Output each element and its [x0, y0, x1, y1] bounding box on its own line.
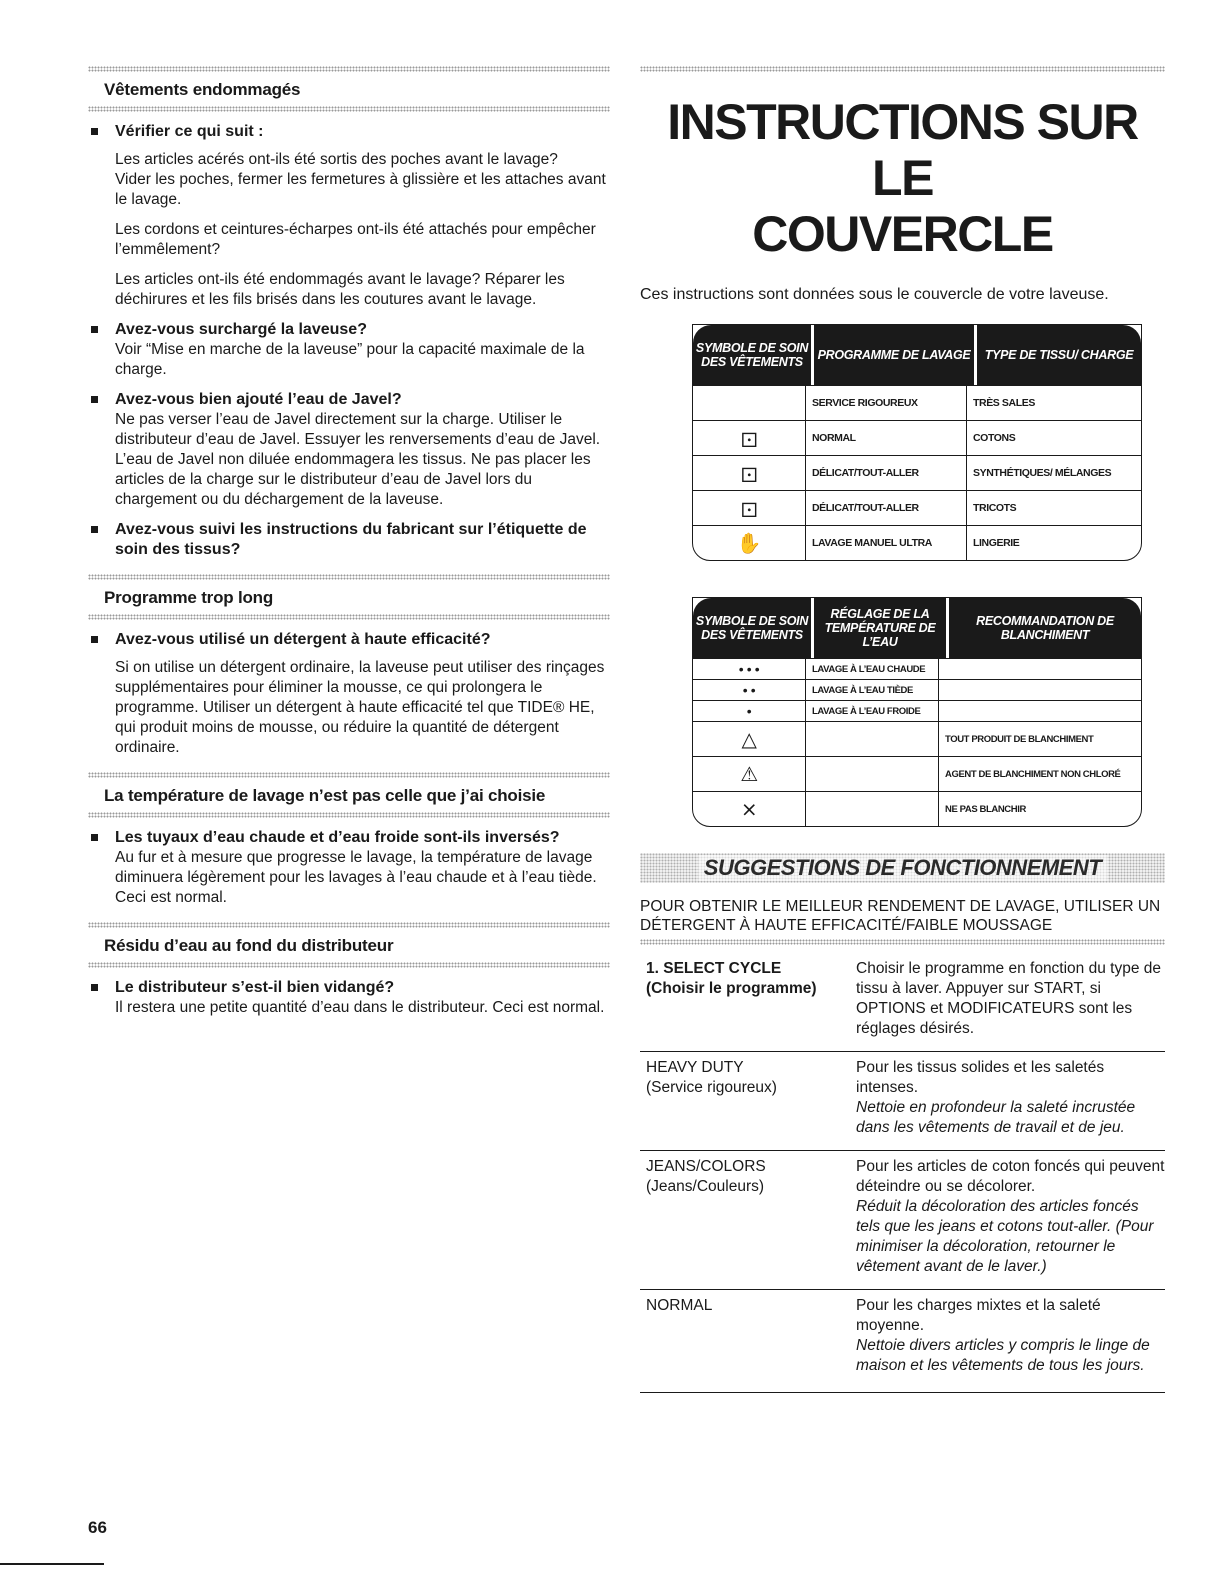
- cycle-name-fr: (Service rigoureux): [646, 1079, 777, 1096]
- bleach-cell: TOUT PRODUIT DE BLANCHIMENT: [945, 733, 1094, 745]
- temperature-bleach-table: [692, 597, 1142, 827]
- hand-wash-icon: ✋: [693, 526, 806, 560]
- bullet-item: [88, 122, 610, 310]
- bullet-item: [88, 390, 610, 510]
- cycle-row: [640, 1150, 1165, 1289]
- bleach-cell: [939, 680, 1141, 700]
- bleach-cell: NE PAS BLANCHIR: [945, 803, 1026, 815]
- section-residu-eau: [88, 922, 610, 968]
- program-cell: DÉLICAT/TOUT-ALLER: [806, 491, 967, 525]
- section-title: La température de lavage n’est pas celle que j’ai choisie: [104, 786, 546, 805]
- bullet-question: Le distributeur s’est-il bien vidangé?: [115, 979, 395, 996]
- dotted-rule: [88, 106, 610, 112]
- cycle-name-en: 1. SELECT CYCLE: [646, 960, 782, 977]
- bullet-item: [88, 828, 610, 908]
- dotted-rule: [88, 614, 610, 620]
- bleach-cell: [939, 701, 1141, 721]
- table-row: [693, 455, 1141, 490]
- cycle-name-en: HEAVY DUTY: [646, 1059, 744, 1076]
- detergent-note: POUR OBTENIR LE MEILLEUR RENDEMENT DE LAVAGE, UTILISER UN DÉTERGENT À HAUTE EFFICACITÉ/FAIBLE MOUSSAGE: [640, 898, 1161, 934]
- bullet-item: [88, 520, 610, 560]
- cycle-name-en: JEANS/COLORS: [646, 1158, 766, 1175]
- cycle-row: [640, 1289, 1165, 1393]
- table-row: [693, 756, 1141, 791]
- bleach-cell: AGENT DE BLANCHIMENT NON CHLORÉ: [945, 768, 1121, 780]
- cycle-desc-text: Pour les articles de coton foncés qui peuvent déteindre ou se décolorer.: [856, 1158, 1165, 1195]
- program-cell: LAVAGE MANUEL ULTRA: [806, 526, 967, 560]
- bullet-item: [88, 978, 610, 1018]
- page-number: 66: [88, 1518, 107, 1537]
- cycle-desc-text: Choisir le programme en fonction du type de tissu à laver. Appuyer sur START, si OPTIONS et MODIFICATEURS sont les réglages désirés.: [856, 960, 1161, 1037]
- bullet-square-icon: [91, 396, 98, 403]
- cycle-row: [640, 1051, 1165, 1150]
- washtub-icon: 🝕: [693, 421, 806, 455]
- bullet-text: Si on utilise un détergent ordinaire, la laveuse peut utiliser des rinçages supplémentaires pour éliminer la mousse, ce qui prolongera le programme. Utiliser un détergent à haute efficacité tel que TIDE® HE, qui produit moins de mousse, ou réduire la quantité de détergent ordinaire.: [115, 659, 605, 756]
- cycle-description: [856, 1157, 1165, 1277]
- header-symbol: SYMBOLE DE SOIN DES VÊTEMENTS: [693, 598, 814, 658]
- table-row: [693, 385, 1141, 420]
- cycle-desc-italic: Nettoie en profondeur la saleté incrustée dans les vêtements de travail et de jeu.: [856, 1099, 1136, 1136]
- bullet-text: Vider les poches, fermer les fermetures à glissière et les attaches avant le lavage.: [115, 171, 606, 208]
- dot-icon: •: [693, 701, 806, 721]
- table-row: [693, 791, 1141, 826]
- suggestions-banner: [640, 853, 1165, 883]
- bullet-square-icon: [91, 526, 98, 533]
- striped-triangle-icon: ⚠: [693, 757, 806, 791]
- header-program: PROGRAMME DE LAVAGE: [814, 325, 977, 385]
- cycle-description: [856, 1058, 1165, 1138]
- triangle-icon: △: [693, 722, 806, 756]
- cycle-name: [640, 959, 856, 1039]
- intro-text: Ces instructions sont données sous le couvercle de votre laveuse.: [640, 286, 1109, 303]
- bullet-square-icon: [91, 326, 98, 333]
- header-fabric: TYPE DE TISSU/ CHARGE: [984, 348, 1134, 362]
- cycle-name-fr: (Choisir le programme): [646, 980, 817, 997]
- cycle-row: [640, 953, 1165, 1051]
- suggestions-title: SUGGESTIONS DE FONCTIONNEMENT: [698, 855, 1107, 881]
- cycle-name-fr: (Jeans/Couleurs): [646, 1178, 765, 1195]
- table-row: [693, 420, 1141, 455]
- program-cell: SERVICE RIGOUREUX: [806, 386, 967, 420]
- section-title: Programme trop long: [104, 588, 274, 607]
- cycle-desc-text: Pour les charges mixtes et la saleté moyenne.: [856, 1297, 1101, 1334]
- bleach-cell: [939, 659, 1141, 679]
- temperature-cell: [806, 792, 939, 826]
- section-title: Vêtements endommagés: [104, 80, 301, 99]
- cycle-description: [856, 959, 1165, 1039]
- temperature-cell: [806, 722, 939, 756]
- bullet-item: [88, 630, 610, 758]
- table-row: [693, 658, 1141, 679]
- bullet-text: Voir “Mise en marche de la laveuse” pour la capacité maximale de la charge.: [115, 341, 585, 378]
- bullet-question: Avez-vous bien ajouté l’eau de Javel?: [115, 391, 402, 408]
- bullet-item: [88, 320, 610, 380]
- bullet-question: Les tuyaux d’eau chaude et d’eau froide sont-ils inversés?: [115, 829, 560, 846]
- temperature-cell: LAVAGE À L’EAU CHAUDE: [806, 659, 939, 679]
- care-symbol-icon: [693, 386, 806, 420]
- cycle-name-en: NORMAL: [646, 1297, 713, 1314]
- washtub-icon: 🝕: [693, 491, 806, 525]
- right-column: [640, 66, 1165, 1393]
- section-temperature: [88, 772, 610, 818]
- page-title: [640, 94, 1165, 262]
- crossed-triangle-icon: ⨯: [693, 792, 806, 826]
- table-row: [693, 700, 1141, 721]
- left-column: [88, 66, 610, 1018]
- cycle-desc-italic: Réduit la décoloration des articles foncés tels que les jeans et cotons tout-aller. (Pour minimiser la décoloration, retourner le vêtement avant de le laver.): [856, 1198, 1154, 1275]
- fabric-cell: LINGERIE: [973, 537, 1020, 549]
- fabric-cell: SYNTHÉTIQUES/ MÉLANGES: [973, 467, 1112, 479]
- header-symbol: SYMBOLE DE SOIN DES VÊTEMENTS: [693, 325, 814, 385]
- page-title-line-2: COUVERCLE: [752, 206, 1053, 262]
- header-bleach: RECOMMANDATION DE BLANCHIMENT: [976, 614, 1114, 642]
- bullet-text: Les articles acérés ont-ils été sortis des poches avant le lavage?: [115, 151, 558, 168]
- cycle-description: [856, 1296, 1165, 1376]
- bullet-text: Au fur et à mesure que progresse le lavage, la température de lavage diminuera légèrement pour les lavages à l’eau chaude et à l’eau tiède. Ceci est normal.: [115, 849, 597, 906]
- temperature-cell: LAVAGE À L’EAU FROIDE: [806, 701, 939, 721]
- section-programme-trop-long: [88, 574, 610, 620]
- page-title-line-1: INSTRUCTIONS SUR LE: [667, 94, 1138, 206]
- temperature-cell: [806, 757, 939, 791]
- program-cell: NORMAL: [806, 421, 967, 455]
- dots-icon: • • •: [693, 659, 806, 679]
- program-cell: DÉLICAT/TOUT-ALLER: [806, 456, 967, 490]
- dotted-rule: [88, 962, 610, 968]
- bullet-question: Vérifier ce qui suit :: [115, 123, 264, 140]
- cycle-name: [640, 1296, 856, 1376]
- dots-icon: • •: [693, 680, 806, 700]
- washtub-icon: 🝕: [693, 456, 806, 490]
- header-temperature: RÉGLAGE DE LA TEMPÉRATURE DE L’EAU: [814, 598, 949, 658]
- cycle-desc-text: Pour les tissus solides et les saletés intenses.: [856, 1059, 1105, 1096]
- bullet-square-icon: [91, 984, 98, 991]
- bullet-question: Avez-vous suivi les instructions du fabricant sur l’étiquette de soin des tissus?: [115, 521, 587, 558]
- section-vetements-endommages: [88, 66, 610, 112]
- bullet-text: Les cordons et ceintures-écharpes ont-ils été attachés pour empêcher l’emmêlement?: [115, 221, 596, 258]
- table-row: [693, 679, 1141, 700]
- table-header: [693, 598, 1141, 658]
- fabric-cell: TRICOTS: [973, 502, 1017, 514]
- fabric-cell: COTONS: [973, 432, 1016, 444]
- bullet-square-icon: [91, 834, 98, 841]
- bullet-text: Il restera une petite quantité d’eau dans le distributeur. Ceci est normal.: [115, 999, 605, 1016]
- bullet-question: Avez-vous surchargé la laveuse?: [115, 321, 367, 338]
- cycle-name: [640, 1058, 856, 1138]
- dotted-rule: [640, 66, 1165, 72]
- table-row: [693, 525, 1141, 560]
- dotted-rule: [640, 939, 1165, 945]
- bullet-question: Avez-vous utilisé un détergent à haute efficacité?: [115, 631, 491, 648]
- fabric-cell: TRÈS SALES: [973, 397, 1035, 409]
- section-title: Résidu d’eau au fond du distributeur: [104, 936, 394, 955]
- bullet-square-icon: [91, 128, 98, 135]
- bullet-text: Les articles ont-ils été endommagés avant le lavage? Réparer les déchirures et les fils brisés dans les coutures avant le lavage.: [115, 271, 565, 308]
- cycle-desc-italic: Nettoie divers articles y compris le linge de maison et les vêtements de tous les jours.: [856, 1337, 1150, 1374]
- cycle-symbol-table: [692, 324, 1142, 561]
- bullet-square-icon: [91, 636, 98, 643]
- table-row: [693, 490, 1141, 525]
- cycle-name: [640, 1157, 856, 1277]
- table-row: [693, 721, 1141, 756]
- temperature-cell: LAVAGE À L’EAU TIÈDE: [806, 680, 939, 700]
- bullet-text: Ne pas verser l’eau de Javel directement sur la charge. Utiliser le distributeur d’eau de Javel. Essuyer les renversements d’eau de Javel. L’eau de Javel non diluée endommagera les tissus. Ne pas placer les articles de la charge sur le distributeur d’eau de Javel lors du chargement ou du déchargement de la laveuse.: [115, 411, 601, 508]
- footer-rule: [0, 1563, 104, 1565]
- table-header: [693, 325, 1141, 385]
- dotted-rule: [88, 812, 610, 818]
